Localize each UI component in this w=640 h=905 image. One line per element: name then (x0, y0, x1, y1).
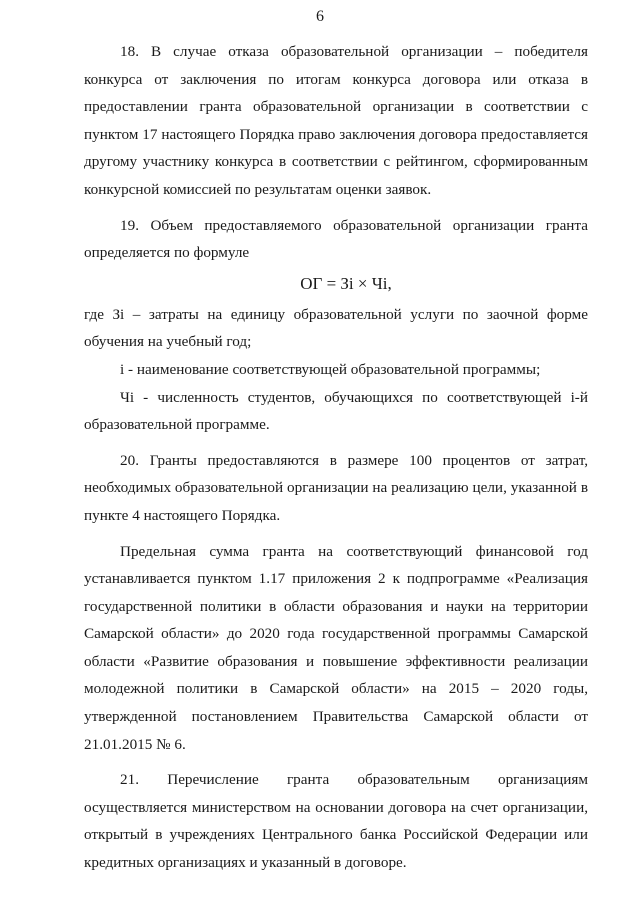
paragraph-21: 21. Перечисление гранта образовательным организациям осуществляется министерством на основании договора на счет организации, открытый в учреждениях Центрального банка Российской Федерации или кредитных организациях и указанный в договоре. (84, 771, 588, 872)
paragraph-gap (84, 439, 588, 447)
paragraph-gap (84, 204, 588, 212)
paragraph-gap (84, 530, 588, 538)
paragraph-gap (84, 758, 588, 766)
paragraph-19: 19. Объем предоставляемого образовательной организации гранта определяется по формуле (84, 216, 588, 262)
paragraph-18: 18. В случае отказа образовательной организации – победителя конкурса от заключения по итогам конкурса договора или отказа в предоставлении гранта образовательной организации в соответствии с пунктом 17 настоящего Порядка право заключения договора предоставляется другому участнику конкурса в соответствии с рейтингом, сформированным конкурсной комиссией по результатам оценки заявок. (84, 43, 588, 198)
formula-where-chi: Чi - численность студентов, обучающихся по соответствующей i-й образовательной программе. (84, 388, 588, 434)
document-body (84, 38, 588, 877)
formula-where-zi: где Зi – затраты на единицу образовательной услуги по заочной форме обучения на учебный год; (84, 305, 588, 351)
paragraph-20-limit: Предельная сумма гранта на соответствующий финансовой год устанавливается пунктом 1.17 приложения 2 к подпрограмме «Реализация государственной политики в области образования и науки на территории Самарской области» до 2020 года государственной программы Самарской области «Развитие образования и повышение эффективности реализации молодежной политики в Самарской области» на 2015 – 2020 годы, утвержденной постановлением Правительства Самарской области от 21.01.2015 № 6. (84, 542, 588, 753)
grant-formula: ОГ = Зi × Чi, (300, 273, 392, 293)
page-number: 6 (316, 8, 324, 25)
formula-where-i: i - наименование соответствующей образовательной программы; (120, 360, 541, 378)
paragraph-20: 20. Гранты предоставляются в размере 100 процентов от затрат, необходимых образовательной организации на реализацию цели, указанной в пункте 4 настоящего Порядка. (84, 451, 588, 524)
